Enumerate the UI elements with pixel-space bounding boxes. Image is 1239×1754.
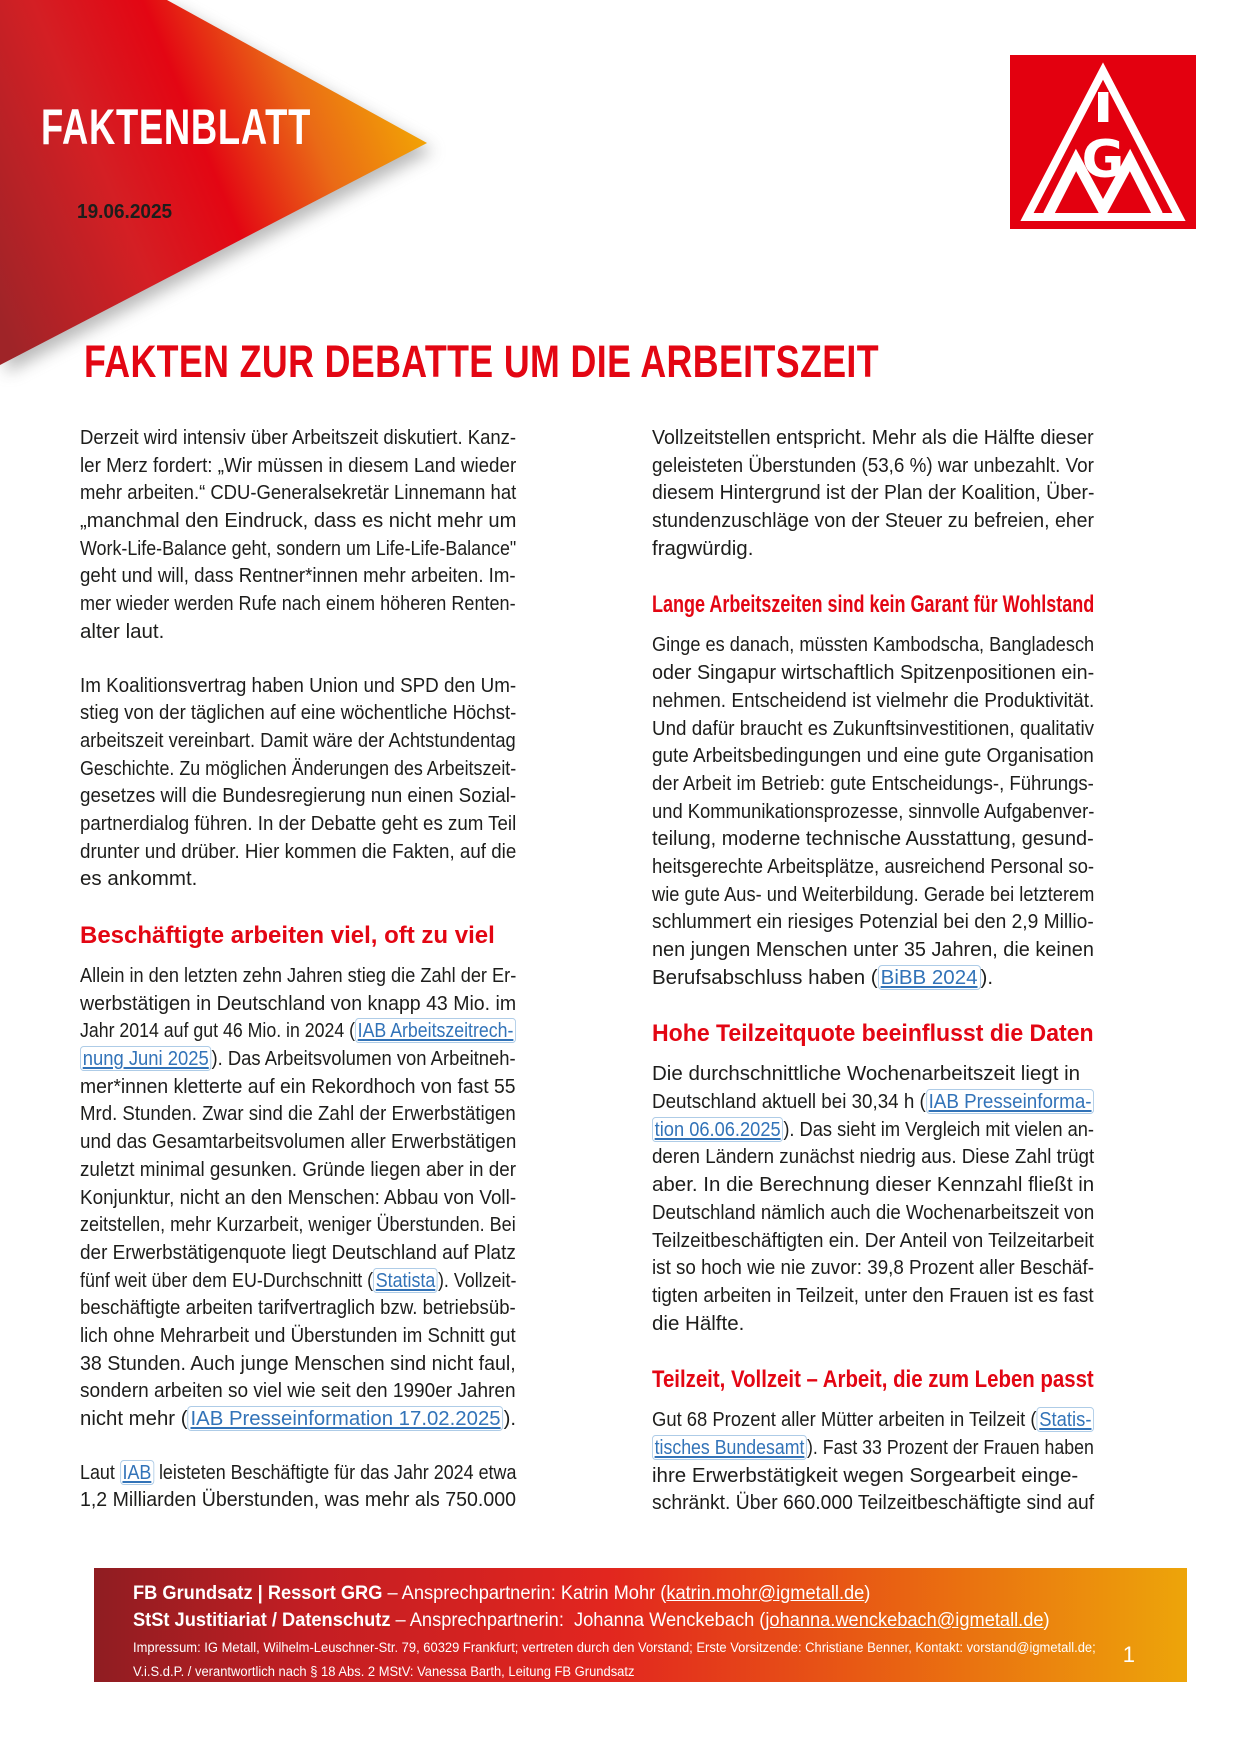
text-run: fünf weit über dem EU-Durchschnitt ( [80, 1268, 374, 1292]
text-line [80, 1377, 516, 1405]
text-line [652, 742, 1094, 770]
footer-bold-label: FB Grundsatz | Ressort GRG [133, 1583, 383, 1604]
text-line [80, 1128, 517, 1156]
text-line [80, 507, 517, 535]
text-run: wie gute Aus- und Weiterbildung. Gerade bei letzterem [652, 882, 1095, 906]
text-run: der Erwerbstätigenquote liegt Deutschland auf Platz [80, 1240, 516, 1264]
text-line [80, 755, 517, 783]
text-line [80, 1184, 517, 1212]
text-run: Berufsabschluss haben ( [652, 965, 878, 989]
page-number: 1 [1122, 1642, 1135, 1667]
text-run: schränkt. Über 660.000 Teilzeitbeschäftigte sind auf [652, 1491, 1095, 1515]
text-line [80, 838, 517, 866]
text-run: Geschichte. Zu möglichen Änderungen des Arbeitszeit- [80, 756, 517, 780]
text-line [652, 825, 1094, 853]
text-line [80, 1459, 517, 1487]
text-run: tigten arbeiten in Teilzeit, unter den Frauen ist es fast [652, 1283, 1094, 1307]
text-run: „manchmal den Eindruck, dass es nicht mehr um [80, 509, 517, 533]
footer-link[interactable]: katrin.mohr@igmetall.de [666, 1583, 865, 1604]
text-line [80, 562, 516, 590]
text-line [652, 1406, 1092, 1434]
text-line [80, 962, 517, 990]
text-line [652, 853, 1095, 881]
content-link[interactable]: IAB [120, 1460, 154, 1485]
text-run: gute Arbeitsbedingungen und eine gute Organisation [652, 744, 1094, 768]
content-link[interactable]: IAB Arbeitszeitrech- [355, 1018, 516, 1043]
text-run: schlummert ein riesiges Potenzial bei den 2,9 Millio- [652, 910, 1094, 934]
text-run: diesem Hintergrund ist der Plan der Koalition, Über- [652, 481, 1095, 505]
text-run: geht und will, dass Rentner*innen mehr arbeiten. Im- [80, 564, 516, 588]
logo-letter-g: G [1081, 130, 1125, 190]
text-run: nen jungen Menschen unter 35 Jahren, die keinen [652, 938, 1094, 961]
text-run: aber. In die Berechnung dieser Kennzahl fließt in [652, 1173, 1095, 1197]
text-line [652, 659, 1095, 687]
paragraph [80, 1459, 516, 1514]
text-run: die Hälfte. [652, 1311, 745, 1335]
text-run: arbeitszeit vereinbart. Damit wäre der Achtstundentag [80, 728, 516, 752]
text-line [652, 936, 1094, 964]
text-line [80, 810, 517, 838]
text-line [652, 908, 1094, 936]
text-line [652, 1088, 1092, 1116]
text-run: ). [980, 965, 994, 989]
text-run: Mrd. Stunden. Zwar sind die Zahl der Erwerbstätigen [80, 1102, 516, 1126]
text-line [80, 1294, 516, 1322]
text-run: Deutschland nämlich auch die Wochenarbeitszeit von [652, 1200, 1095, 1224]
text-run: ist so hoch wie nie zuvor: 39,8 Prozent aller Beschäf- [652, 1256, 1094, 1280]
text-run: Vollzeitstellen entspricht. Mehr als die Hälfte dieser [652, 426, 1094, 449]
text-run: Impressum: IG Metall, Wilhelm-Leuschner-Str. 79, 60329 Frankfurt; vertreten durch den Vorstand; Erste Vorsitzende: Christiane Benner, Kontakt: vorstand@igmetall.de; [133, 1640, 1096, 1655]
text-line [80, 1350, 516, 1378]
text-line [652, 964, 1094, 992]
text-line [652, 535, 1094, 563]
text-line [652, 1254, 1094, 1282]
masthead-date: 19.06.2025 [77, 201, 173, 223]
text-run: fragwürdig. [652, 536, 754, 560]
content-link[interactable]: IAB Presseinformation 17.02.2025 [187, 1406, 503, 1431]
text-run: der Arbeit im Betrieb: gute Entscheidungs-, Führungs- [652, 771, 1094, 795]
text-line [652, 798, 1095, 826]
footer-line [133, 1580, 1145, 1607]
text-run: zeitstellen, mehr Kurzarbeit, weniger Überstunden. Bei [80, 1213, 516, 1237]
paragraph [80, 424, 516, 646]
text-line [80, 865, 516, 893]
text-line [80, 1322, 516, 1350]
text-run: Teilzeitbeschäftigten ein. Der Anteil von Teilzeitarbeit [652, 1228, 1094, 1252]
text-run: gesetzes will die Bundesregierung nun einen Sozial- [80, 784, 517, 808]
text-line [652, 1282, 1094, 1310]
text-run: ). Vollzeit- [437, 1268, 517, 1292]
text-run: ). Das Arbeitsvolumen von Arbeitneh- [211, 1047, 516, 1071]
text-line [80, 1017, 514, 1045]
text-run: Allein in den letzten zehn Jahren stieg die Zahl der Er- [80, 964, 517, 987]
text-run: ler Merz fordert: „Wir müssen in diesem Land wieder [80, 453, 517, 477]
text-line [652, 507, 1094, 535]
text-line [652, 1060, 1094, 1088]
text-line [80, 452, 517, 480]
content-link[interactable]: nung Juni 2025 [80, 1046, 211, 1071]
text-run: 1,2 Milliarden Überstunden, was mehr als 750.000 [80, 1488, 516, 1512]
text-line [80, 424, 517, 452]
text-line [80, 990, 517, 1018]
logo-letter-i [1098, 92, 1108, 122]
text-line [652, 1310, 1094, 1338]
text-run: lich ohne Mehrarbeit und Überstunden im Schnitt gut [80, 1323, 516, 1347]
text-run: Konjunktur, nicht an den Menschen: Abbau von Voll- [80, 1185, 517, 1209]
text-line [652, 1143, 1095, 1171]
text-run: mer wieder werden Rufe nach einem höheren Renten- [80, 592, 516, 616]
content-link[interactable]: tion 06.06.2025 [652, 1117, 783, 1142]
paragraph [652, 424, 1094, 562]
text-line [80, 699, 517, 727]
text-run: es ankommt. [80, 867, 198, 891]
footer [94, 1568, 1187, 1682]
text-run: ). [503, 1407, 517, 1430]
text-run: werbstätigen in Deutschland von knapp 43 Mio. im [80, 991, 517, 1015]
text-run: Im Koalitionsvertrag haben Union und SPD den Um- [80, 673, 517, 697]
column-left [80, 424, 516, 1540]
text-run: zuletzt minimal gesunken. Gründe liegen aber in der [80, 1157, 517, 1181]
text-run: – Ansprechpartnerin: Katrin Mohr ( [382, 1583, 667, 1604]
text-line [80, 1156, 517, 1184]
section-heading: Lange Arbeitszeiten sind kein Garant für Wohlstand [652, 591, 1095, 619]
section-heading: Beschäftigte arbeiten viel, oft zu viel [80, 922, 495, 949]
text-run: Deutschland aktuell bei 30,34 h ( [652, 1090, 926, 1114]
content-link[interactable]: IAB Presseinforma- [926, 1089, 1094, 1114]
text-line [652, 1199, 1095, 1227]
text-line [652, 1116, 1094, 1144]
text-line [80, 727, 516, 755]
text-run: stieg von der täglichen auf eine wöchentliche Höchst- [80, 701, 517, 725]
paragraph [80, 672, 516, 894]
text-line [80, 479, 517, 507]
text-run: Und dafür braucht es Zukunftsinvestitionen, qualitativ [652, 716, 1095, 740]
text-run: drunter und drüber. Hier kommen die Fakten, auf die [80, 839, 517, 863]
content-link[interactable]: Statista [373, 1268, 438, 1293]
text-line [80, 1239, 516, 1267]
text-line [652, 452, 1094, 480]
text-line [80, 1405, 517, 1433]
text-run: teilung, moderne technische Ausstattung, gesund- [652, 827, 1094, 851]
masthead-label: FAKTENBLATT [41, 99, 312, 155]
text-run: partnerdialog führen. In der Debatte geht es zum Teil [80, 811, 517, 835]
text-run: Ginge es danach, müssten Kambodscha, Bangladesch [652, 633, 1095, 657]
page-title: FAKTEN ZUR DEBATTE UM DIE ARBEITSZEIT [84, 336, 879, 387]
text-run: Gut 68 Prozent aller Mütter arbeiten in Teilzeit ( [652, 1408, 1037, 1432]
footer-lines [133, 1580, 1187, 1684]
paragraph [652, 631, 1094, 991]
footer-line [133, 1660, 1145, 1684]
text-run: stundenzuschläge von der Steuer zu befreien, eher [652, 509, 1094, 533]
text-line [652, 881, 1095, 909]
text-run: sondern arbeiten so viel wie seit den 1990er Jahren [80, 1379, 516, 1403]
text-run: ihre Erwerbstätigkeit wegen Sorgearbeit einge- [652, 1463, 1079, 1487]
text-line [80, 1100, 516, 1128]
text-line [80, 1073, 516, 1101]
text-run: alter laut. [80, 619, 165, 643]
content-link[interactable]: BiBB 2024 [878, 965, 981, 990]
text-run: leisteten Beschäftigte für das Jahr 2024 etwa [153, 1460, 517, 1484]
text-line [80, 1486, 516, 1514]
text-line [80, 782, 517, 810]
text-line [652, 715, 1095, 743]
text-line [652, 1462, 1094, 1490]
text-line [80, 590, 516, 618]
text-line [80, 535, 517, 563]
paragraph [80, 962, 516, 1433]
text-line [80, 1211, 516, 1239]
text-run: ). Fast 33 Prozent der Frauen haben [807, 1435, 1094, 1459]
text-run: ) [1043, 1610, 1050, 1631]
text-run: Jahr 2014 auf gut 46 Mio. in 2024 ( [80, 1019, 356, 1043]
text-line [652, 770, 1094, 798]
text-run: nicht mehr ( [80, 1407, 188, 1430]
paragraph [652, 1060, 1094, 1337]
text-run: Die durchschnittliche Wochenarbeitszeit liegt in [652, 1062, 1081, 1086]
text-run: 38 Stunden. Auch junge Menschen sind nicht faul, [80, 1351, 516, 1375]
footer-bold-label: StSt Justitiariat / Datenschutz [133, 1610, 391, 1631]
text-line [652, 1434, 1094, 1462]
text-run: – Ansprechpartnerin: Johanna Wenckebach ( [390, 1610, 766, 1631]
ig-metall-logo [1010, 55, 1196, 229]
text-line [652, 631, 1095, 659]
footer-line [133, 1636, 1145, 1660]
text-line [80, 1267, 517, 1295]
text-run: nehmen. Entscheidend ist vielmehr die Produktivität. [652, 688, 1095, 712]
text-run: und Kommunikationsprozesse, sinnvolle Aufgabenver- [652, 799, 1095, 823]
text-line [652, 687, 1095, 715]
footer-link[interactable]: johanna.wenckebach@igmetall.de [765, 1610, 1044, 1631]
content-link[interactable]: Statis- [1037, 1407, 1095, 1432]
text-run: ). Das sieht im Vergleich mit vielen an- [783, 1117, 1094, 1141]
text-run: und das Gesamtarbeitsvolumen aller Erwerbstätigen [80, 1130, 517, 1154]
text-run: beschäftigte arbeiten tarifvertraglich bzw. betriebsüb- [80, 1296, 516, 1320]
text-run: ) [864, 1583, 871, 1604]
text-line [80, 618, 516, 646]
text-run: oder Singapur wirtschaftlich Spitzenpositionen ein- [652, 661, 1095, 685]
masthead-arrow-graphic [0, 0, 427, 365]
text-run: mehr arbeiten.“ CDU-Generalsekretär Linnemann hat [80, 481, 517, 505]
text-line [652, 1489, 1095, 1517]
text-run: mer*innen kletterte auf ein Rekordhoch von fast 55 [80, 1074, 516, 1098]
section-heading: Teilzeit, Vollzeit – Arbeit, die zum Leben passt [652, 1366, 1094, 1394]
text-line [652, 479, 1095, 507]
text-run: geleisteten Überstunden (53,6 %) war unbezahlt. Vor [652, 453, 1094, 477]
content-link[interactable]: tisches Bundesamt [652, 1435, 807, 1460]
text-line [80, 672, 517, 700]
text-run: Laut [80, 1460, 120, 1484]
text-line [652, 1171, 1094, 1199]
section-heading: Hohe Teilzeitquote beeinflusst die Daten [652, 1020, 1094, 1048]
text-line [652, 424, 1094, 452]
text-run: Work-Life-Balance geht, sondern um Life-Life-Balance" [80, 536, 517, 560]
paragraph [652, 1406, 1094, 1517]
text-run: Derzeit wird intensiv über Arbeitszeit diskutiert. Kanz- [80, 426, 517, 449]
text-line [652, 1227, 1094, 1255]
text-line [80, 1045, 516, 1073]
text-run: heitsgerechte Arbeitsplätze, ausreichend Personal so- [652, 854, 1095, 878]
column-right [652, 424, 1094, 1543]
footer-line [133, 1607, 1145, 1634]
text-run: V.i.S.d.P. / verantwortlich nach § 18 Abs. 2 MStV: Vanessa Barth, Leitung FB Grundsatz [133, 1664, 635, 1679]
text-run: deren Ländern zunächst niedrig aus. Diese Zahl trügt [652, 1145, 1095, 1169]
